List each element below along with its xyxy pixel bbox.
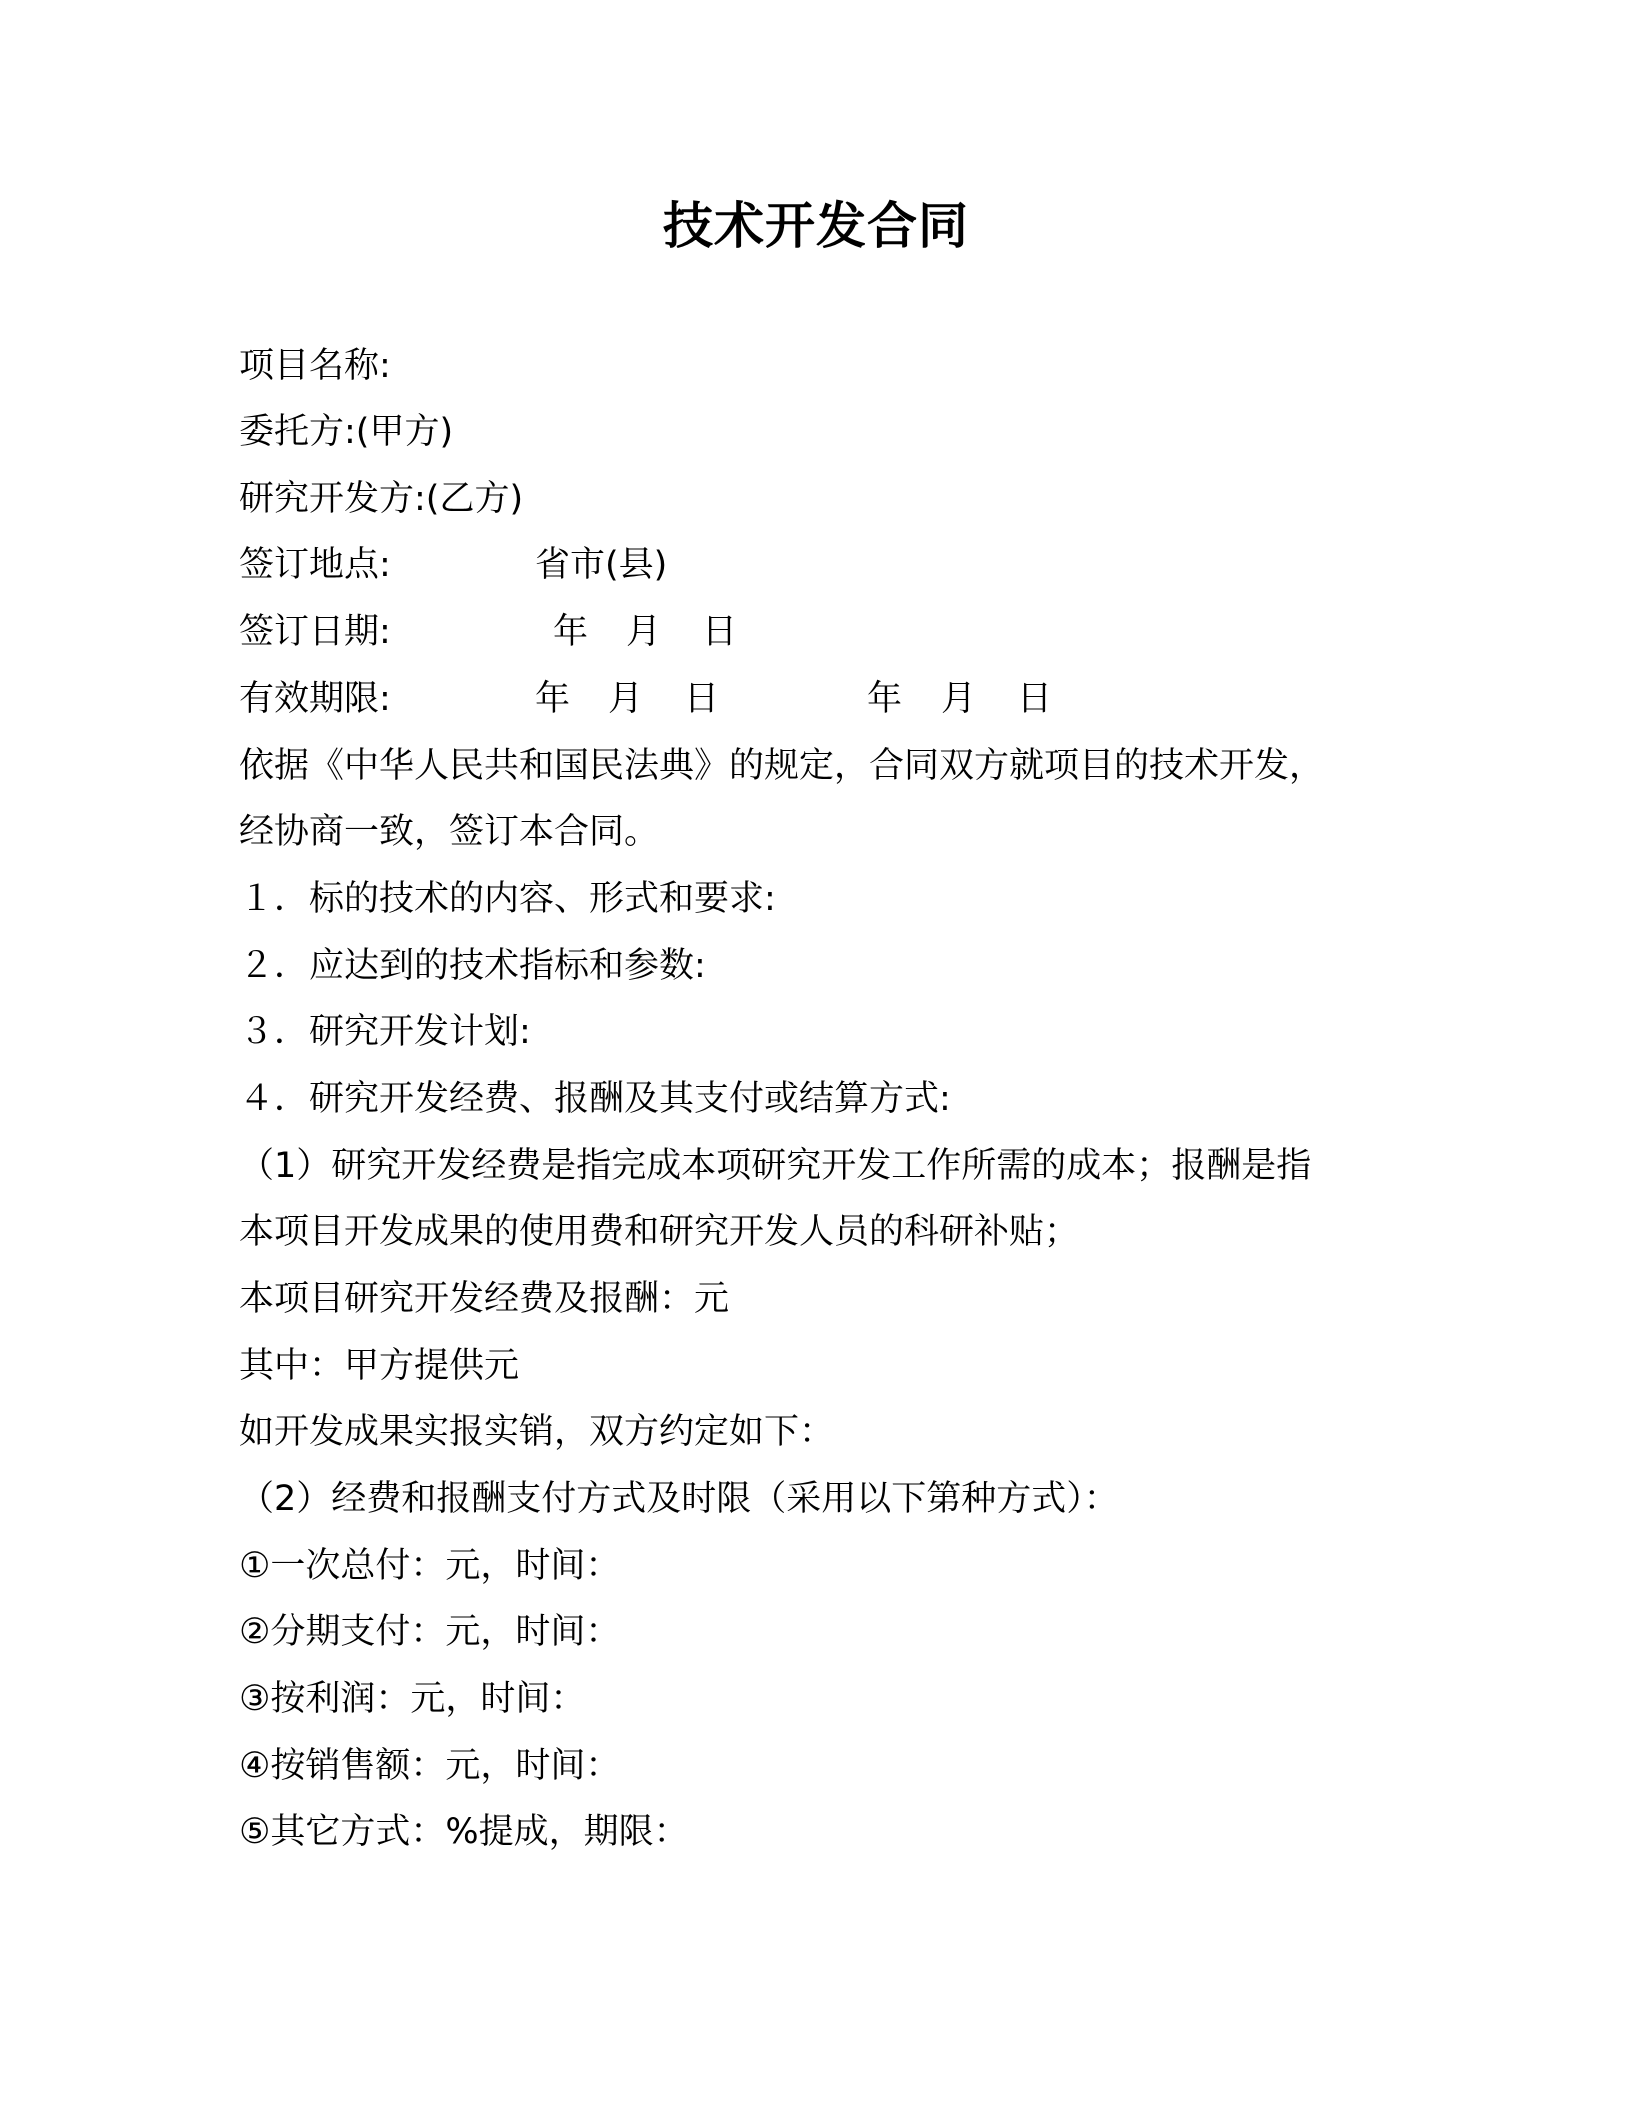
clause-line: ③按利润：元，时间： — [239, 1679, 586, 1719]
signing-date-year: 年 — [553, 612, 589, 652]
clause-line: 本项目开发成果的使用费和研究开发人员的科研补贴； — [239, 1212, 1080, 1252]
field-client: 委托方:(甲方) — [239, 412, 454, 452]
signing-place-value: 省市(县) — [535, 545, 668, 585]
contract-title: 技术开发合同 — [663, 197, 969, 255]
clause-line: 如开发成果实报实销，双方约定如下： — [239, 1412, 835, 1452]
validity-start-month: 月 — [608, 679, 644, 719]
clause-line: 本项目研究开发经费及报酬：元 — [239, 1279, 730, 1319]
field-validity — [239, 675, 391, 723]
clause-line: ⑤其它方式：%提成，期限： — [239, 1812, 689, 1852]
signing-place-label: 签订地点: — [239, 545, 391, 585]
clause-line: １．标的技术的内容、形式和要求: — [239, 879, 776, 919]
validity-label: 有效期限: — [239, 679, 391, 719]
clause-line: ４．研究开发经费、报酬及其支付或结算方式: — [239, 1079, 951, 1119]
validity-start-year: 年 — [535, 679, 571, 719]
field-developer: 研究开发方:(乙方) — [239, 479, 524, 519]
validity-end-day: 日 — [1017, 679, 1053, 719]
preamble-line: 经协商一致，签订本合同。 — [239, 812, 660, 852]
preamble-line: 依据《中华人民共和国民法典》的规定，合同双方就项目的技术开发， — [239, 746, 1325, 786]
signing-date-day: 日 — [702, 612, 738, 652]
clause-line: ①一次总付：元，时间： — [239, 1546, 621, 1586]
clause-line: 其中：甲方提供元 — [239, 1346, 520, 1386]
clause-line: ④按销售额：元，时间： — [239, 1746, 621, 1786]
clause-line: ②分期支付：元，时间： — [239, 1612, 621, 1652]
clause-line: （1）研究开发经费是指完成本项研究开发工作所需的成本；报酬是指 — [239, 1146, 1312, 1186]
signing-date-label: 签订日期: — [239, 612, 391, 652]
signing-date-month: 月 — [626, 612, 662, 652]
clause-line: ３．研究开发计划: — [239, 1012, 531, 1052]
field-signing-place — [239, 541, 391, 589]
validity-end-year: 年 — [867, 679, 903, 719]
validity-start-day: 日 — [684, 679, 720, 719]
validity-end-month: 月 — [941, 679, 977, 719]
field-project-name: 项目名称: — [239, 346, 391, 386]
clause-line: （2）经费和报酬支付方式及时限（采用以下第种方式）： — [239, 1479, 1119, 1519]
field-signing-date — [239, 608, 391, 656]
clause-line: ２．应达到的技术指标和参数: — [239, 946, 706, 986]
